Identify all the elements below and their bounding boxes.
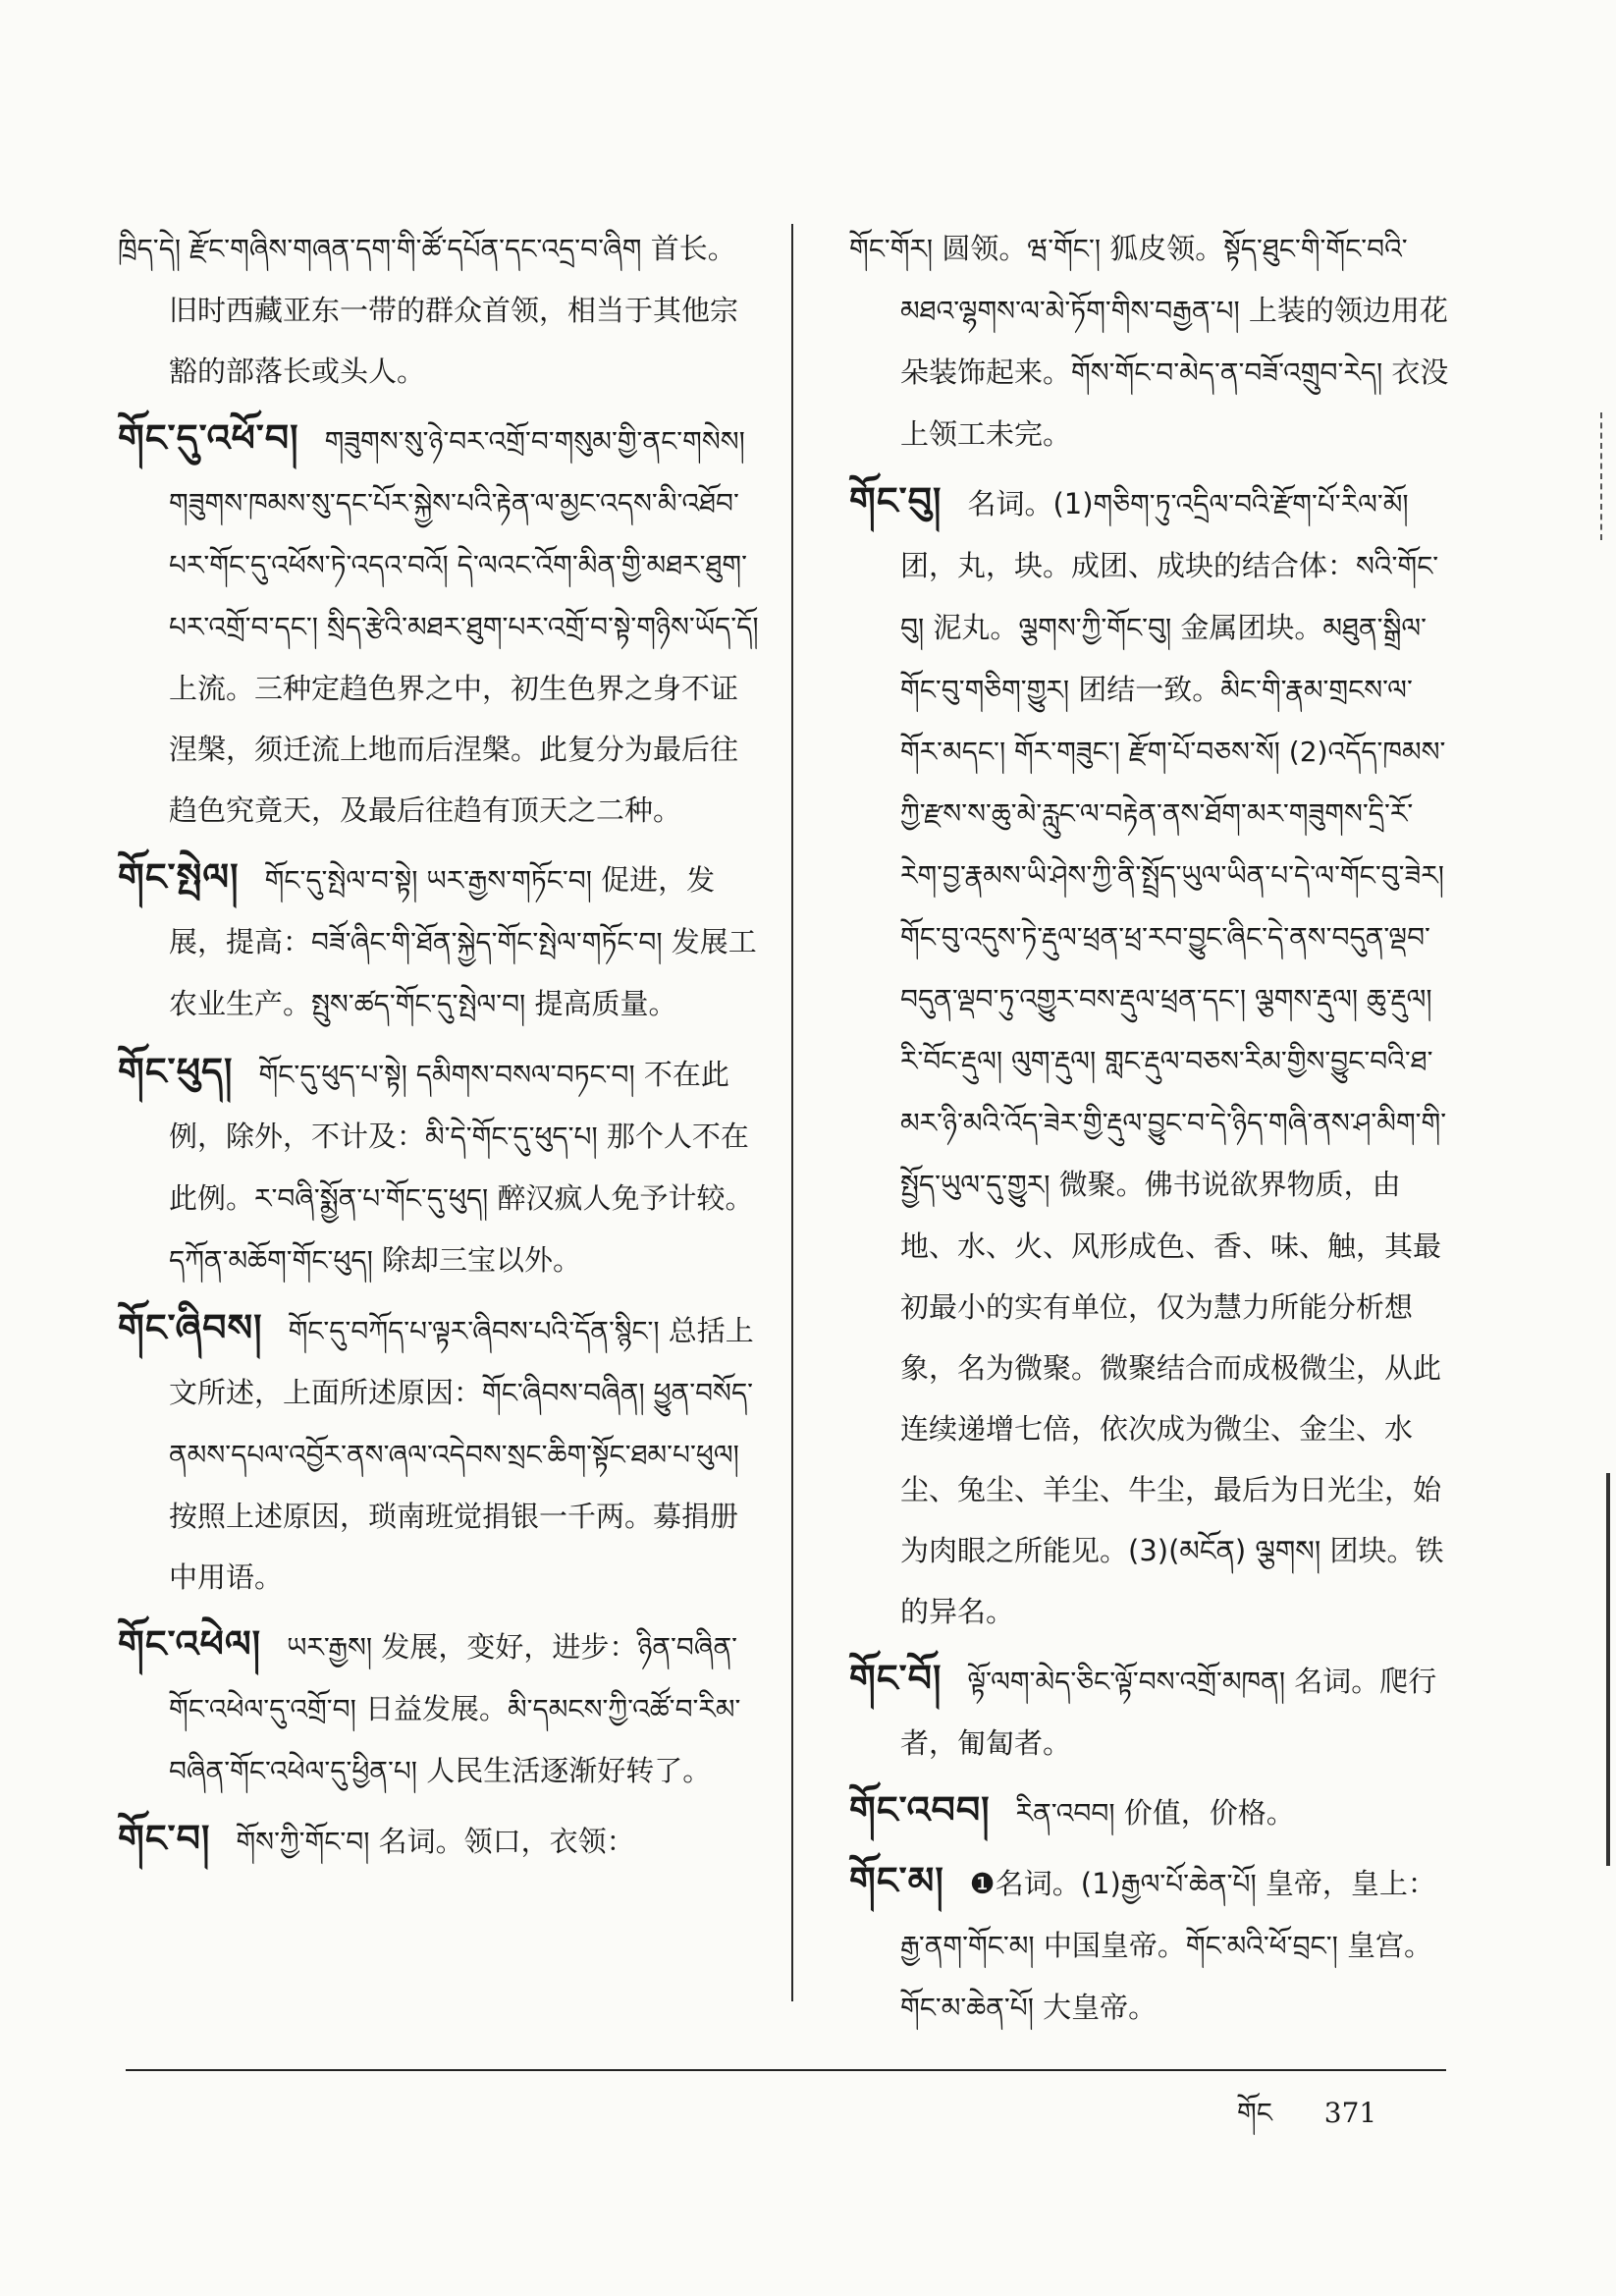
tibetan-text: ཁྲིད་དེ། རྫོང་གཞིས་གཞན་དག་གི་ཚོ་དཔོན་དང་འདྲ་བ་ཞིག <box>118 233 642 265</box>
chinese-text: 人民生活逐渐好转了。 <box>417 1754 712 1787</box>
dictionary-entry <box>118 1297 761 1608</box>
tibetan-text: ཉིན་བཞིན་གོང་འཕེལ་དུ་འགྲོ་བ། <box>169 1631 738 1725</box>
chinese-text: 醉汉疯人免予计较。 <box>488 1181 754 1215</box>
chinese-text: 名词。(1) <box>967 487 1094 520</box>
chinese-text: 狐皮领。 <box>1101 232 1224 265</box>
tibetan-text: སྤུས་ཚད་གོང་དུ་སྤེལ་བ། <box>311 988 526 1020</box>
tibetan-text: བཟོ་ཞིང་གི་ཐོན་སྐྱེད་གོང་སྤེལ་གཏོང་བ། <box>311 926 663 958</box>
tibetan-text: གཟུགས་སུ་ཉེ་བར་འགྲོ་བ་གསུམ་གྱི་ནང་གསེས། གཟུགས་ཁམས་སུ་དང་པོར་སྐྱེས་པའི་རྟེན་ལ་མྱང་འདས་མི་འཐོབ་པར་གོང་དུ་འཕོས་ཏེ་འདའ་བའོ། དེ་ལའང་འོག་མིན་གྱི་མཐར་ཐུག་པར་འགྲོ་བ་དང་། སྲིད་རྩེའི་མཐར་ཐུག་པར་འགྲོ་བ་སྟེ་གཉིས་ཡོད་དོ། <box>169 425 759 643</box>
entry-definition <box>118 1613 761 1802</box>
dictionary-entry <box>849 1850 1453 2039</box>
chinese-text: 中国皇帝。 <box>1034 1929 1186 1962</box>
tibetan-text: མིང་གི་རྣམ་གྲངས་ལ་གོར་མདང་། གོར་གཟུང་། རྫོག་པོ་བཅས་སོ། (2)འདོད་ཁམས་ཀྱི་རྫས་ས་ཆུ་མེ་རླུང་ལ་བརྟེན་ནས་ཐོག་མར་གཟུགས་དྲི་རོ་རེག་བྱ་རྣམས་ཡི་ཤེས་ཀྱི་ནི་སྤྲོད་ཡུལ་ཡིན་པ་དེ་ལ་གོང་བུ་ཟེར། གོང་བུ་འདུས་ཏེ་རྡུལ་ཕྲན་ཕྲ་རབ་བྱུང་ཞིང་དེ་ནས་བདུན་ལྡབ་བདུན་ལྡབ་ཏུ་འགྱུར་བས་རྡུལ་ཕྲན་དང་། ལྕགས་རྡུལ། ཆུ་རྡུལ། རི་བོང་རྡུལ། ལུག་རྡུལ། གླང་རྡུལ་བཅས་རིམ་གྱིས་བྱུང་བའི་ཐ་མར་ཉི་མའི་འོད་ཟེར་གྱི་རྡུལ་བྱུང་བ་དེ་ཉིད་གཞི་ནས་ཤ་མིག་གི་སྤྱོད་ཡུལ་དུ་གྱུར། <box>900 674 1447 1201</box>
dictionary-entry <box>118 218 761 402</box>
entry-definition <box>118 408 761 841</box>
tibetan-text: གོས་ཀྱི་གོང་བ། <box>236 1826 370 1858</box>
footer-rule <box>126 2069 1446 2071</box>
chinese-text: 皇宫。 <box>1337 1929 1433 1962</box>
entry-headword: གོང་བོ། <box>849 1656 943 1700</box>
tibetan-text: སའི་གོང་བུ། <box>900 550 1439 644</box>
tibetan-text: རྒྱ་ནག་གོང་མ། <box>900 1930 1035 1962</box>
scan-edge-bar <box>1606 1473 1610 1866</box>
chinese-text: 名词。爬行者，匍匐者。 <box>900 1665 1437 1760</box>
chinese-text: 金属团块。 <box>1171 611 1323 644</box>
tibetan-text: ཝ་གོང་། <box>1027 233 1102 265</box>
column-divider <box>791 224 793 2001</box>
chinese-text: 发展工农业生产。 <box>169 925 757 1020</box>
tibetan-text: ཡར་རྒྱས། <box>287 1631 373 1664</box>
chinese-text: 圆领。 <box>933 232 1028 265</box>
dictionary-entry <box>849 1779 1453 1844</box>
dictionary-entry <box>849 1648 1453 1774</box>
entry-definition <box>118 1808 761 1873</box>
tibetan-text: གོས་གོང་བ་མེད་ན་བཟོ་འགྲུབ་རེད། <box>1071 356 1383 389</box>
tibetan-text: གོང་དུ་བཀོད་པ་ལྟར་ཞིབས་པའི་དོན་སྙིང་། <box>288 1315 660 1347</box>
tibetan-text: ལྟོ་ལག་མེད་ཅིང་ལྟོ་བས་འགྲོ་མཁན། <box>967 1666 1286 1698</box>
tibetan-text: སྟོད་ཐུང་གི་གོང་བའི་མཐའ་ལྷགས་ལ་མེ་ཏོག་གིས་བརྒྱན་པ། <box>900 233 1408 327</box>
dictionary-entry <box>118 847 761 1035</box>
entry-headword: གོང་འཕེལ། <box>118 1621 262 1666</box>
tibetan-text: ལྕགས་ཀྱི་གོང་བུ། <box>1018 612 1172 644</box>
dictionary-entry <box>118 408 761 841</box>
tibetan-text: གོང་དུ་སྤེལ་བ་སྟེ། ཡར་རྒྱས་གཏོང་བ། <box>264 864 592 897</box>
chinese-text: 名词。领口，衣领： <box>369 1825 635 1858</box>
entry-headword: གོང་ཕུད། <box>118 1049 234 1093</box>
tibetan-text: མཐུན་སྒྲིལ་གོང་བུ་གཅིག་གྱུར། <box>900 612 1427 706</box>
chinese-text: 微聚。佛书说欲界物质，由地、水、火、风形成色、香、味、触，其最初最小的实有单位，仅为慧力所能分析想象，名为微聚。微聚结合而成极微尘，从此连续递增七倍，依次成为微尘、金尘、水尘、兔尘、羊尘、牛尘，最后为日光尘，始为肉眼之所能见。(3)(མངོན) ལྕགས། 团块。铁的异名。 <box>900 1168 1444 1628</box>
chinese-text: 皇帝，皇上： <box>1256 1867 1436 1900</box>
chinese-text: 团，丸，块。成团、成块的结合体： <box>900 549 1357 582</box>
chinese-text: 总括上文所述，上面所述原因： <box>169 1314 754 1409</box>
tibetan-text: མི་དམངས་ཀྱི་འཚོ་བ་རིམ་བཞིན་གོང་འཕེལ་དུ་ཕྱིན་པ། <box>169 1693 741 1787</box>
dictionary-entry <box>118 1041 761 1291</box>
dictionary-entry <box>118 1613 761 1802</box>
chinese-text: 衣没上领工未完。 <box>900 355 1449 451</box>
tibetan-text: གོང་ཞིབས་བཞིན། ཕྱུན་བསོད་ནམས་དཔལ་འབྱོར་ནས་ཞལ་འདེབས་སྲང་ཆིག་སྟོང་ཐམ་པ་ཕུལ། <box>169 1377 754 1471</box>
scan-edge-marks <box>1600 412 1610 540</box>
entry-headword: གོང་མ། <box>849 1858 944 1902</box>
page-footer <box>1237 2082 1420 2159</box>
tibetan-text: གོང་མའི་ཕོ་བྲང་། <box>1185 1930 1338 1962</box>
dictionary-entry <box>849 218 1453 465</box>
chinese-text: 发展，变好，进步： <box>372 1630 638 1664</box>
running-head: གོང <box>1237 2097 1272 2129</box>
entry-definition <box>118 1297 761 1608</box>
tibetan-text: རིན་འབབ། <box>1015 1797 1115 1830</box>
left-column <box>118 218 761 1879</box>
chinese-text: 团结一致。 <box>1069 673 1221 706</box>
tibetan-text: གོང་གོར། <box>849 233 934 265</box>
entry-definition <box>118 847 761 1035</box>
dictionary-entry <box>849 470 1453 1642</box>
entry-headword: གོང་འབབ། <box>849 1787 991 1831</box>
entry-definition <box>849 1648 1453 1774</box>
tibetan-text: དཀོན་མཆོག་གོང་ཕུད། <box>169 1244 373 1277</box>
entry-headword: གོང་དུ་འཕོ་བ། <box>118 415 299 460</box>
tibetan-text: མི་དེ་གོང་དུ་ཕུད་པ། <box>425 1121 598 1153</box>
chinese-text: 促进，发展，提高： <box>169 863 716 958</box>
chinese-text: 首长。旧时西藏亚东一带的群众首领，相当于其他宗豁的部落长或头人。 <box>169 232 739 388</box>
chinese-text: 泥丸。 <box>924 611 1019 644</box>
chinese-text: 大皇帝。 <box>1033 1991 1158 2024</box>
chinese-text: 上装的领边用花朵装饰起来。 <box>900 294 1448 389</box>
chinese-text: 提高质量。 <box>525 987 677 1020</box>
chinese-text: 日益发展。 <box>355 1692 509 1725</box>
chinese-text: 那个人不在此例。 <box>169 1120 749 1215</box>
chinese-text: 不在此例，除外，不计及： <box>169 1058 729 1153</box>
chinese-text: ❶名词。(1) <box>969 1867 1121 1900</box>
dictionary-entry <box>118 1808 761 1873</box>
page-number: 371 <box>1323 2097 1377 2129</box>
chinese-text: 除却三宝以外。 <box>372 1243 582 1277</box>
entry-definition <box>849 1779 1453 1844</box>
chinese-text: 上流。三种定趋色界之中，初生色界之身不证涅槃，须迁流上地而后涅槃。此复分为最后往趋色究竟天，及最后往趋有顶天之二种。 <box>169 672 739 827</box>
right-column <box>849 218 1453 2045</box>
tibetan-text: ར་བཞི་སྨྱོན་པ་གོང་དུ་ཕུད། <box>254 1182 489 1215</box>
entry-headword: གོང་ཞིབས། <box>118 1305 263 1349</box>
chinese-text: 价值，价格。 <box>1114 1796 1295 1830</box>
entry-definition <box>849 1850 1453 2039</box>
tibetan-text: གཅིག་ཏུ་འདྲིལ་བའི་རྫོག་པོ་རིལ་མོ། <box>1093 488 1409 520</box>
entry-definition <box>118 1041 761 1291</box>
entry-definition <box>849 470 1453 1642</box>
chinese-text: 按照上述原因，琐南班觉捐银一千两。募捐册中用语。 <box>169 1500 739 1594</box>
entry-definition <box>849 218 1453 465</box>
entry-headword: གོང་བུ། <box>849 478 943 522</box>
entry-definition <box>118 218 761 402</box>
tibetan-text: གོང་མ་ཆེན་པོ། <box>900 1992 1034 2024</box>
tibetan-text: རྒྱལ་པོ་ཆེན་པོ། <box>1120 1868 1257 1900</box>
entry-headword: གོང་བ། <box>118 1816 211 1860</box>
tibetan-text: གོང་དུ་ཕུད་པ་སྟེ། དམིགས་བསལ་བཏང་བ། <box>258 1059 635 1091</box>
entry-headword: གོང་སྤེལ། <box>118 854 240 899</box>
